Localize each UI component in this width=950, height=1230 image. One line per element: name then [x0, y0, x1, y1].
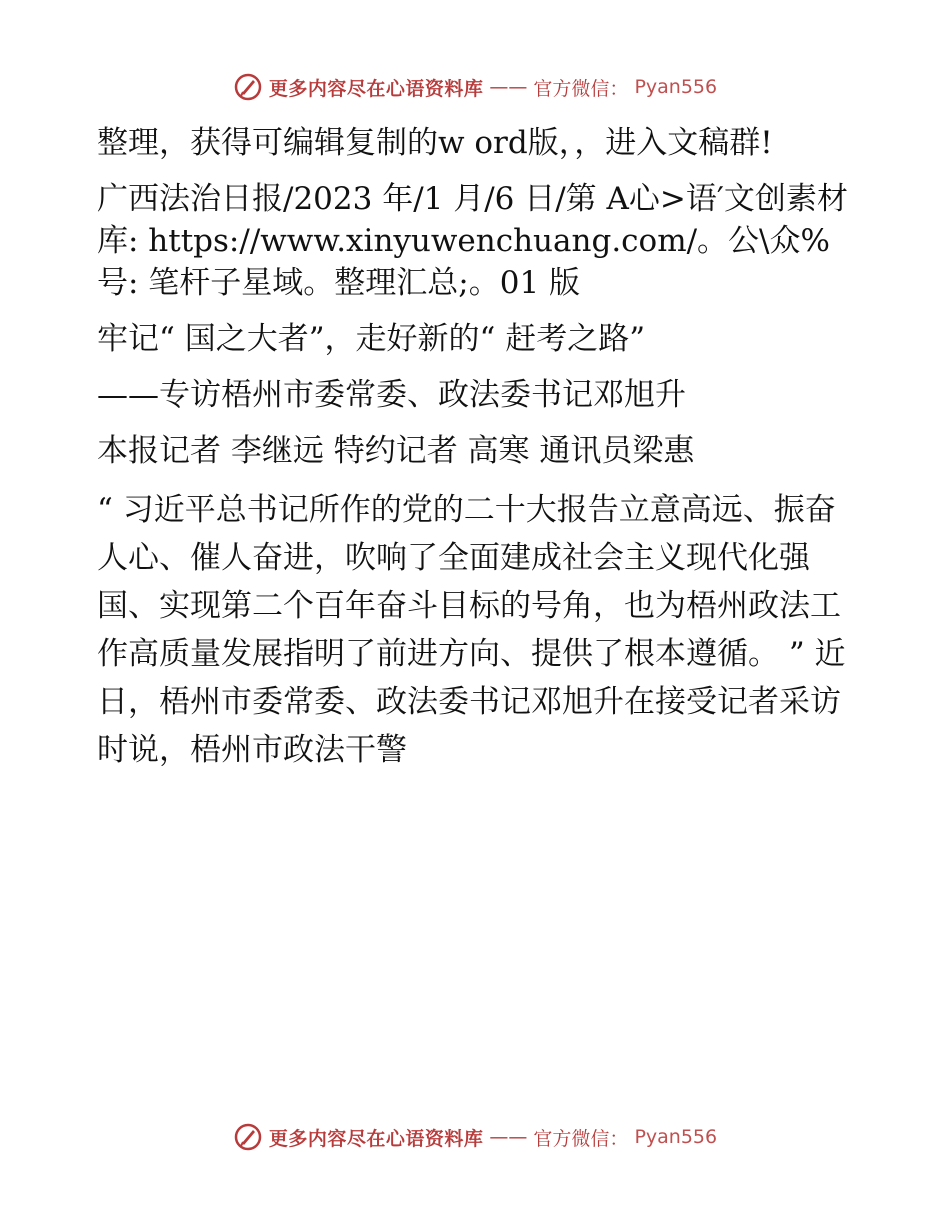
banner-dash: —— — [489, 76, 528, 98]
article-subtitle: ——专访梧州市委常委、政法委书记邓旭升 — [97, 377, 686, 413]
article-title: 牢记“ 国之大者”，走好新的“ 赶考之路” — [97, 321, 646, 357]
article-body: “ 习近平总书记所作的党的二十大报告立意高远、振奋人心、催人奋进，吹响了全面建成社会主义现代化强国、实现第二个百年奋斗目标的号角，也为梧州政法工作高质量发展指明了前进方向、提供了根本遵循。 ” 近日，梧州市委常委、政法委书记邓旭升在接受记者采访时说，梧州市政法干警 — [97, 492, 846, 768]
banner-wechat-label: 官方微信： — [533, 77, 629, 100]
banner-slogan: 更多内容尽在心语资料库 — [268, 77, 484, 100]
quill-logo-icon — [233, 72, 263, 102]
banner-wechat-label: 官方微信： — [533, 1127, 629, 1150]
quill-logo-icon — [233, 1122, 263, 1152]
banner-slogan: 更多内容尽在心语资料库 — [268, 1127, 484, 1150]
document-body — [97, 122, 857, 774]
source-paragraph: 广西法治日报/2023 年/1 月/6 日/第 A心>语′文创素材库: https://www.xinyuwenchuang.com/。公\众%号: 笔杆子星域。整理汇总;。01 版 — [97, 181, 848, 301]
banner-wechat-id: Pyan556 — [634, 1126, 718, 1148]
bottom-banner — [0, 1122, 950, 1152]
banner-wechat-id: Pyan556 — [634, 76, 718, 98]
top-banner — [0, 72, 950, 102]
byline: 本报记者 李继远 特约记者 高寒 通讯员梁惠 — [97, 433, 695, 469]
intro-paragraph: 整理，获得可编辑复制的w ord版，，进入文稿群! — [97, 125, 773, 161]
banner-dash: —— — [489, 1126, 528, 1148]
